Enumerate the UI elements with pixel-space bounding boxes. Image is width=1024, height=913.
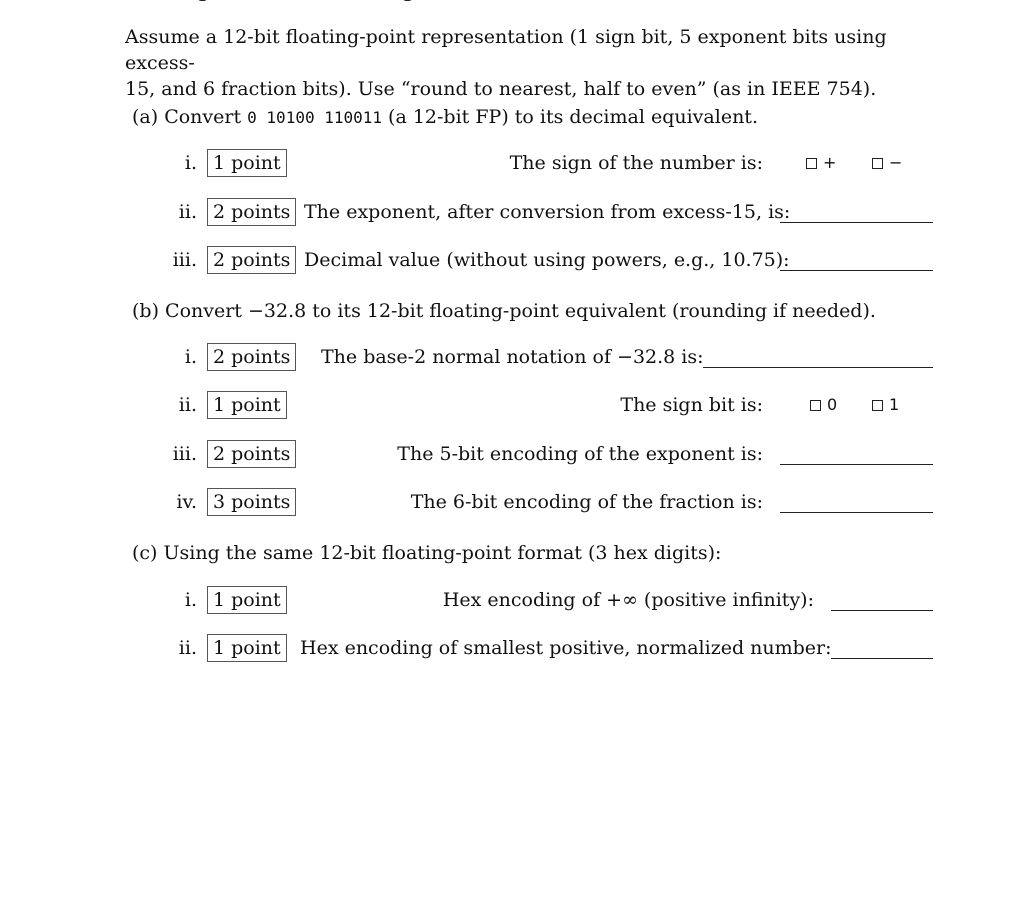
answer-blank[interactable] — [831, 610, 933, 611]
checkbox-icon[interactable] — [872, 400, 883, 411]
question-prompt: Hex encoding of smallest positive, normalized number: — [300, 637, 832, 659]
intro-paragraph — [125, 24, 945, 102]
question-b-iii — [0, 440, 1024, 468]
choice-label: + — [823, 153, 837, 172]
checkbox-icon[interactable] — [810, 400, 821, 411]
choice-zero[interactable] — [810, 394, 837, 416]
question-number: iv. — [176, 491, 197, 513]
answer-blank[interactable] — [703, 367, 933, 368]
answer-blank[interactable] — [831, 658, 933, 659]
checkbox-icon[interactable] — [806, 158, 817, 169]
question-number: iii. — [172, 443, 197, 465]
question-number: iii. — [172, 249, 197, 271]
question-a-i — [0, 149, 1024, 177]
part-b-heading: (b) Convert −32.8 to its 12-bit floating-point equivalent (rounding if needed). — [132, 300, 876, 322]
choice-label: − — [889, 153, 903, 172]
question-prompt: The sign bit is: — [620, 394, 763, 416]
part-a-heading-prefix: (a) Convert — [132, 106, 248, 128]
question-number: i. — [184, 589, 197, 611]
cropped-text-fragment — [198, 0, 418, 4]
points-box: 1 point — [207, 391, 287, 419]
intro-line-1: Assume a 12-bit floating-point representation (1 sign bit, 5 exponent bits using excess- — [125, 26, 887, 74]
points-box: 2 points — [207, 440, 296, 468]
part-c-heading: (c) Using the same 12-bit floating-point format (3 hex digits): — [132, 542, 722, 564]
question-prompt: Hex encoding of +∞ (positive infinity): — [442, 589, 814, 611]
answer-blank[interactable] — [780, 464, 933, 465]
points-box: 2 points — [207, 198, 296, 226]
part-a-heading — [132, 105, 758, 130]
question-prompt: The exponent, after conversion from excess-15, is: — [304, 201, 791, 223]
question-prompt: The 6-bit encoding of the fraction is: — [410, 491, 763, 513]
choice-label: 0 — [827, 395, 838, 414]
question-number: i. — [184, 152, 197, 174]
question-prompt: The 5-bit encoding of the exponent is: — [397, 443, 763, 465]
choice-one[interactable] — [872, 394, 899, 416]
question-c-ii — [0, 634, 1024, 662]
points-box: 1 point — [207, 586, 287, 614]
choice-minus[interactable] — [872, 152, 902, 174]
choice-plus[interactable] — [806, 152, 836, 174]
intro-line-2: 15, and 6 fraction bits). Use “round to nearest, half to even” (as in IEEE 754). — [125, 78, 877, 100]
question-number: ii. — [178, 637, 197, 659]
points-box: 1 point — [207, 149, 287, 177]
checkbox-icon[interactable] — [872, 158, 883, 169]
question-number: i. — [184, 346, 197, 368]
answer-blank[interactable] — [780, 222, 933, 223]
part-a-heading-suffix: (a 12-bit FP) to its decimal equivalent. — [382, 106, 758, 128]
question-prompt: The sign of the number is: — [509, 152, 763, 174]
question-number: ii. — [178, 201, 197, 223]
question-b-ii — [0, 391, 1024, 419]
points-box: 2 points — [207, 246, 296, 274]
points-box: 1 point — [207, 634, 287, 662]
question-c-i — [0, 586, 1024, 614]
choice-label: 1 — [889, 395, 900, 414]
answer-blank[interactable] — [780, 270, 933, 271]
question-number: ii. — [178, 394, 197, 416]
points-box: 2 points — [207, 343, 296, 371]
points-box: 3 points — [207, 488, 296, 516]
question-prompt: The base-2 normal notation of −32.8 is: — [321, 346, 704, 368]
question-a-iii — [0, 246, 1024, 274]
part-a-bits: 0 10100 110011 — [247, 108, 383, 127]
question-b-i — [0, 343, 1024, 371]
question-prompt: Decimal value (without using powers, e.g., 10.75): — [304, 249, 790, 271]
answer-blank[interactable] — [780, 512, 933, 513]
question-a-ii — [0, 198, 1024, 226]
question-b-iv — [0, 488, 1024, 516]
